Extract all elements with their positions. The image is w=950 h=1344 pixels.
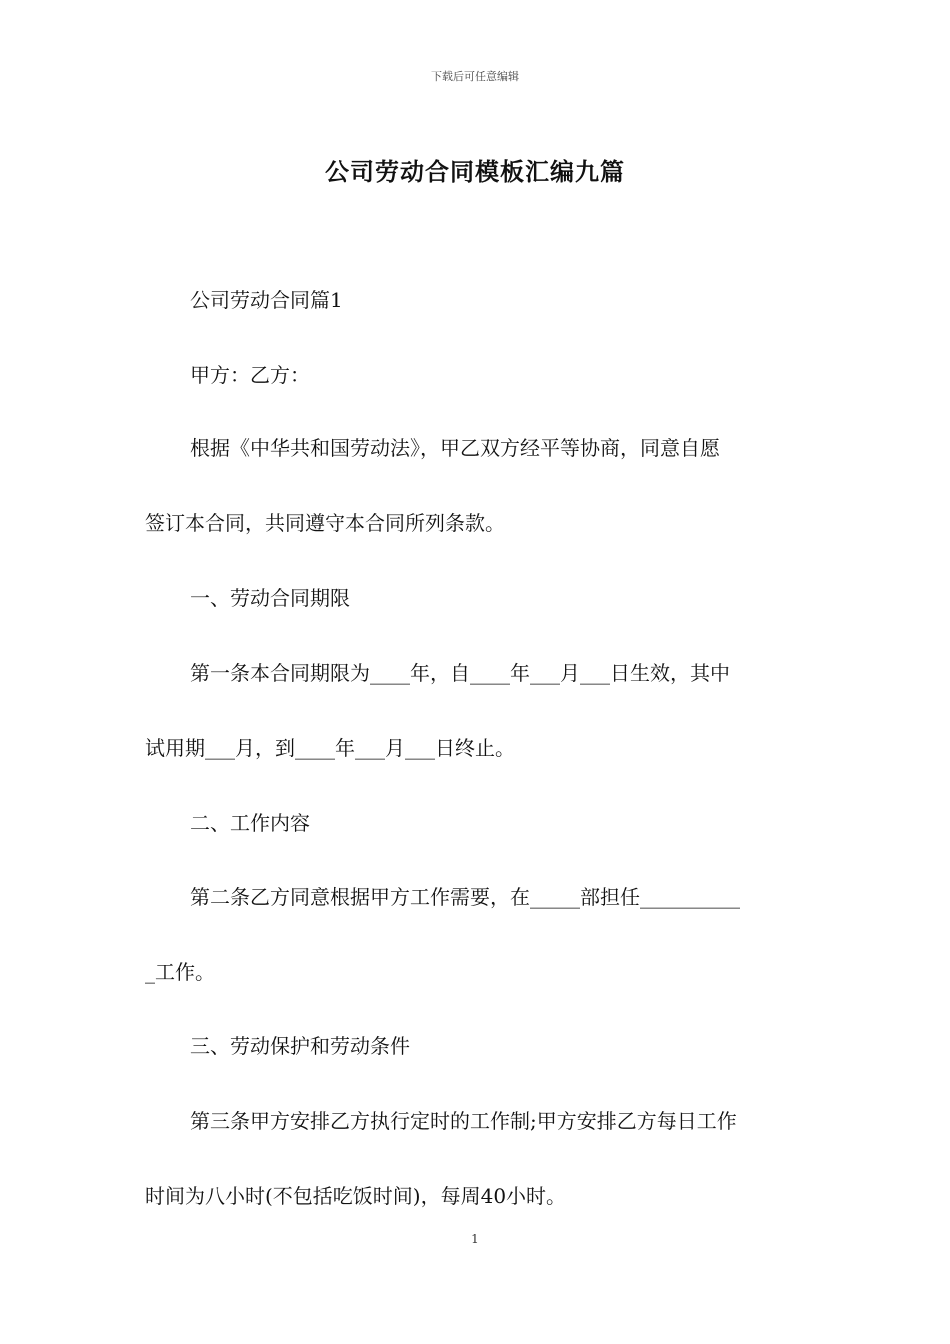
paragraph-line: 第二条乙方同意根据甲方工作需要，在_____部担任__________ xyxy=(190,885,740,909)
paragraph-line: 时间为八小时(不包括吃饭时间)，每周40小时。 xyxy=(145,1184,567,1208)
paragraph-line: 签订本合同，共同遵守本合同所列条款。 xyxy=(145,511,505,535)
header-note: 下载后可任意编辑 xyxy=(431,70,519,83)
party-line: 甲方：乙方： xyxy=(190,363,310,387)
paragraph-line: 试用期___月，到____年___月___日终止。 xyxy=(145,736,515,760)
document-title: 公司劳动合同模板汇编九篇 xyxy=(325,157,625,186)
clause-heading: 二、工作内容 xyxy=(190,811,310,835)
section-heading: 公司劳动合同篇1 xyxy=(190,288,343,312)
paragraph-line: 根据《中华共和国劳动法》，甲乙双方经平等协商，同意自愿 xyxy=(190,436,720,460)
clause-heading: 一、劳动合同期限 xyxy=(190,586,350,610)
paragraph-line: 第三条甲方安排乙方执行定时的工作制;甲方安排乙方每日工作 xyxy=(190,1109,737,1133)
page-number: 1 xyxy=(471,1232,479,1246)
paragraph-line: _工作。 xyxy=(145,960,215,984)
clause-heading: 三、劳动保护和劳动条件 xyxy=(190,1034,410,1058)
paragraph-line: 第一条本合同期限为____年，自____年___月___日生效，其中 xyxy=(190,661,730,685)
